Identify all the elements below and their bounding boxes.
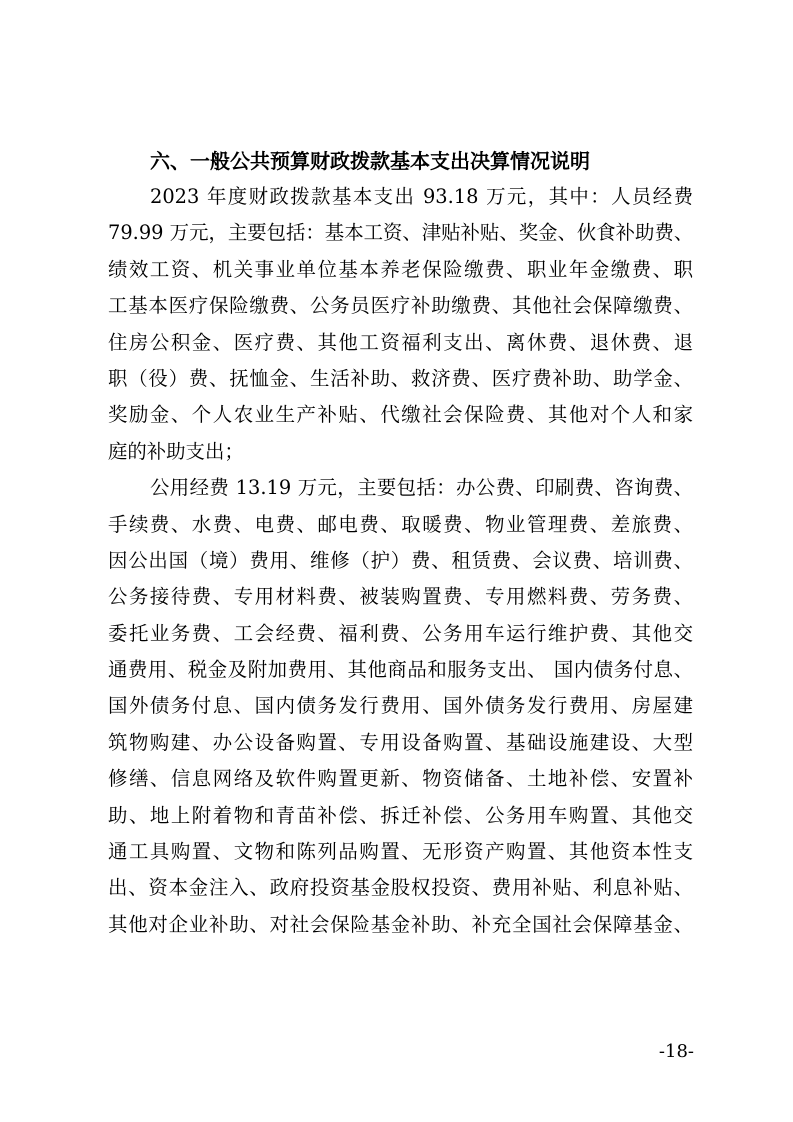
document-page — [108, 143, 693, 943]
paragraph-line: 住房公积金、医疗费、其他工资福利支出、离休费、退休费、退 — [108, 330, 693, 354]
paragraph-line: 修缮、信息网络及软件购置更新、物资储备、土地补偿、安置补 — [108, 767, 693, 791]
paragraph-line: 其他对企业补助、对社会保险基金补助、补充全国社会保障基金、 — [108, 912, 693, 936]
paragraph-line: 公用经费 13.19 万元，主要包括：办公费、印刷费、咨询费、 — [150, 476, 693, 500]
paragraph-line: 绩效工资、机关事业单位基本养老保险缴费、职业年金缴费、职 — [108, 257, 693, 281]
paragraph-line: 因公出国（境）费用、维修（护）费、租赁费、会议费、培训费、 — [108, 548, 693, 572]
page-number: -18- — [658, 1041, 694, 1062]
paragraph-line: 2023 年度财政拨款基本支出 93.18 万元，其中：人员经费 — [150, 185, 693, 208]
paragraph-line: 手续费、水费、电费、邮电费、取暖费、物业管理费、差旅费、 — [108, 512, 693, 536]
paragraph-line: 79.99 万元，主要包括：基本工资、津贴补贴、奖金、伙食补助费、 — [108, 221, 694, 245]
paragraph-personnel-expenses — [108, 179, 693, 470]
paragraph-public-expenses — [108, 470, 693, 943]
paragraph-line: 通工具购置、文物和陈列品购置、无形资产购置、其他资本性支 — [108, 840, 693, 864]
paragraph-line: 助、地上附着物和青苗补偿、拆迁补偿、公务用车购置、其他交 — [108, 803, 693, 827]
paragraph-line: 国外债务付息、国内债务发行费用、国外债务发行费用、房屋建 — [108, 694, 693, 718]
paragraph-line: 工基本医疗保险缴费、公务员医疗补助缴费、其他社会保障缴费、 — [108, 294, 693, 318]
paragraph-line: 委托业务费、工会经费、福利费、公务用车运行维护费、其他交 — [108, 621, 693, 645]
paragraph-line: 出、资本金注入、政府投资基金股权投资、费用补贴、利息补贴、 — [108, 876, 693, 900]
paragraph-line: 庭的补助支出； — [108, 439, 244, 463]
paragraph-line: 职（役）费、抚恤金、生活补助、救济费、医疗费补助、助学金、 — [108, 366, 693, 390]
paragraph-line: 奖励金、个人农业生产补贴、代缴社会保险费、其他对个人和家 — [108, 403, 693, 427]
section-heading: 六、一般公共预算财政拨款基本支出决算情况说明 — [150, 149, 590, 173]
paragraph-line: 筑物购建、办公设备购置、专用设备购置、基础设施建设、大型 — [108, 730, 693, 754]
paragraph-line: 通费用、税金及附加费用、其他商品和服务支出、 国内债务付息、 — [108, 658, 693, 682]
paragraph-line: 公务接待费、专用材料费、被装购置费、专用燃料费、劳务费、 — [108, 585, 693, 609]
